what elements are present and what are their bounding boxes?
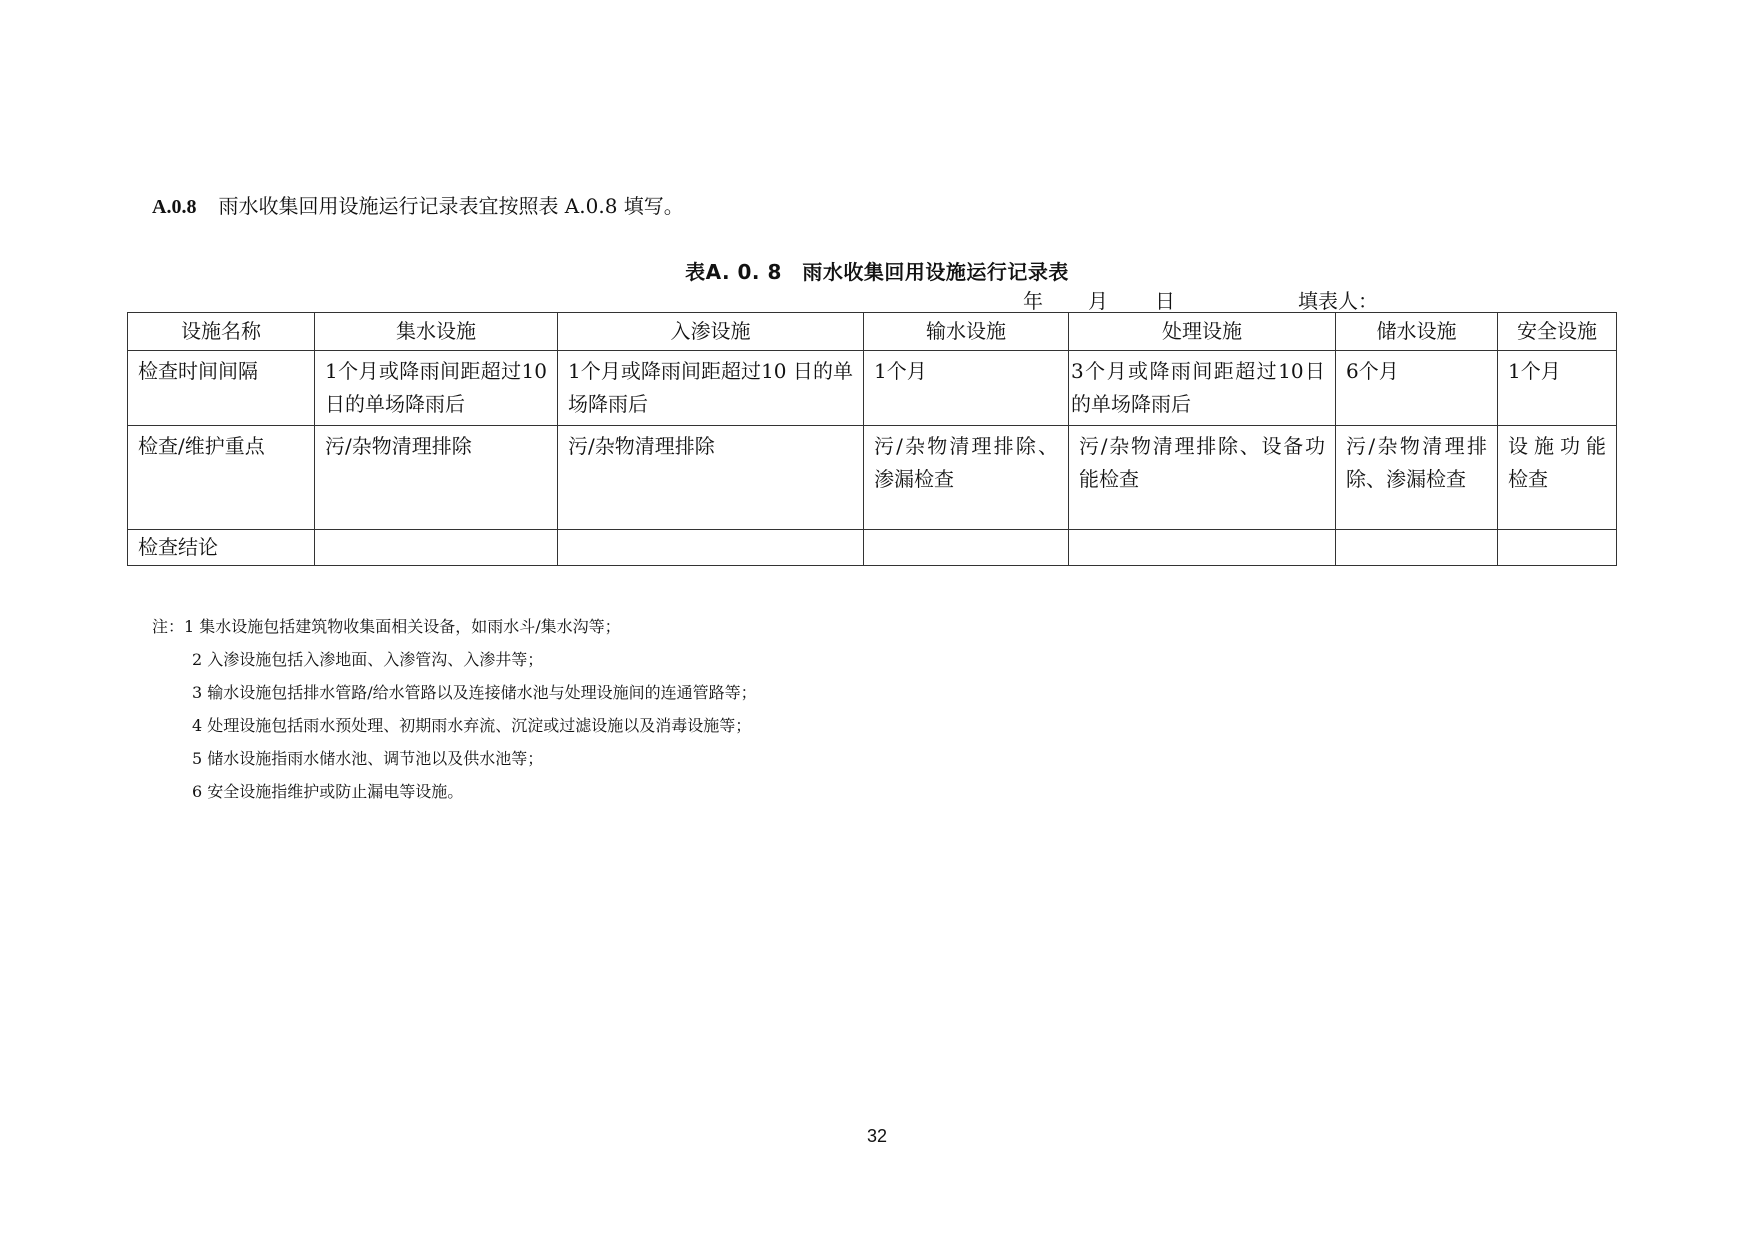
header-cell: 输水设施 [864,313,1069,351]
note-item: 3 输水设施包括排水管路/给水管路以及连接储水池与处理设施间的连通管路等； [192,683,757,702]
filler-label: 填表人： [1298,289,1378,313]
table-cell: 1个月 [1498,351,1617,426]
table-cell [1498,530,1617,566]
table-row [128,351,1617,426]
header-cell: 集水设施 [315,313,558,351]
row-label: 检查/维护重点 [128,426,315,530]
table-cell: 污/杂物清理排除 [315,426,558,530]
table-cell [1069,530,1336,566]
table-title: 表A. 0. 8 雨水收集回用设施运行记录表 [685,260,1069,284]
clause-a08 [152,190,684,219]
table-cell [558,530,864,566]
table-cell: 1个月 [864,351,1069,426]
note-item: 6 安全设施指维护或防止漏电等设施。 [192,782,464,801]
note-item: 2 入渗设施包括入渗地面、入渗管沟、入渗井等； [192,650,544,669]
clause-number: A.0.8 [152,196,197,218]
header-cell: 设施名称 [128,313,315,351]
table-cell: 6个月 [1336,351,1498,426]
table-cell: 1个月或降雨间距超过10 日的单场降雨后 [558,351,864,426]
table-row [128,426,1617,530]
table-cell: 污/杂物清理排除、设备功能检查 [1069,426,1336,530]
note-item: 5 储水设施指雨水储水池、调节池以及供水池等； [192,749,544,768]
table-cell: 3个月或降雨间距超过10日的单场降雨后 [1069,351,1336,426]
table-header-row [128,313,1617,351]
row-label: 检查时间间隔 [128,351,315,426]
table-row [128,530,1617,566]
note-item: 4 处理设施包括雨水预处理、初期雨水弃流、沉淀或过滤设施以及消毒设施等； [192,716,752,735]
table-cell [864,530,1069,566]
page-number: 32 [866,1126,888,1146]
table-cell: 1个月或降雨间距超过10 日的单场降雨后 [315,351,558,426]
clause-text: 雨水收集回用设施运行记录表宜按照表 A.0.8 填写。 [218,194,684,218]
header-cell: 储水设施 [1336,313,1498,351]
header-cell: 入渗设施 [558,313,864,351]
date-month-label: 月 [1088,289,1108,313]
table-cell: 设施功能检查 [1498,426,1617,530]
notes [152,610,757,808]
table-cell [1336,530,1498,566]
header-cell: 安全设施 [1498,313,1617,351]
note-item: 注：1 集水设施包括建筑物收集面相关设备，如雨水斗/集水沟等； [152,617,621,636]
table-cell: 污/杂物清理排除、渗漏检查 [1336,426,1498,530]
record-table [127,312,1617,566]
date-year-label: 年 [1023,289,1043,313]
table-cell [315,530,558,566]
table-cell: 污/杂物清理排除 [558,426,864,530]
row-label: 检查结论 [128,530,315,566]
table-cell: 污/杂物清理排除、渗漏检查 [864,426,1069,530]
header-cell: 处理设施 [1069,313,1336,351]
date-day-label: 日 [1155,289,1175,313]
